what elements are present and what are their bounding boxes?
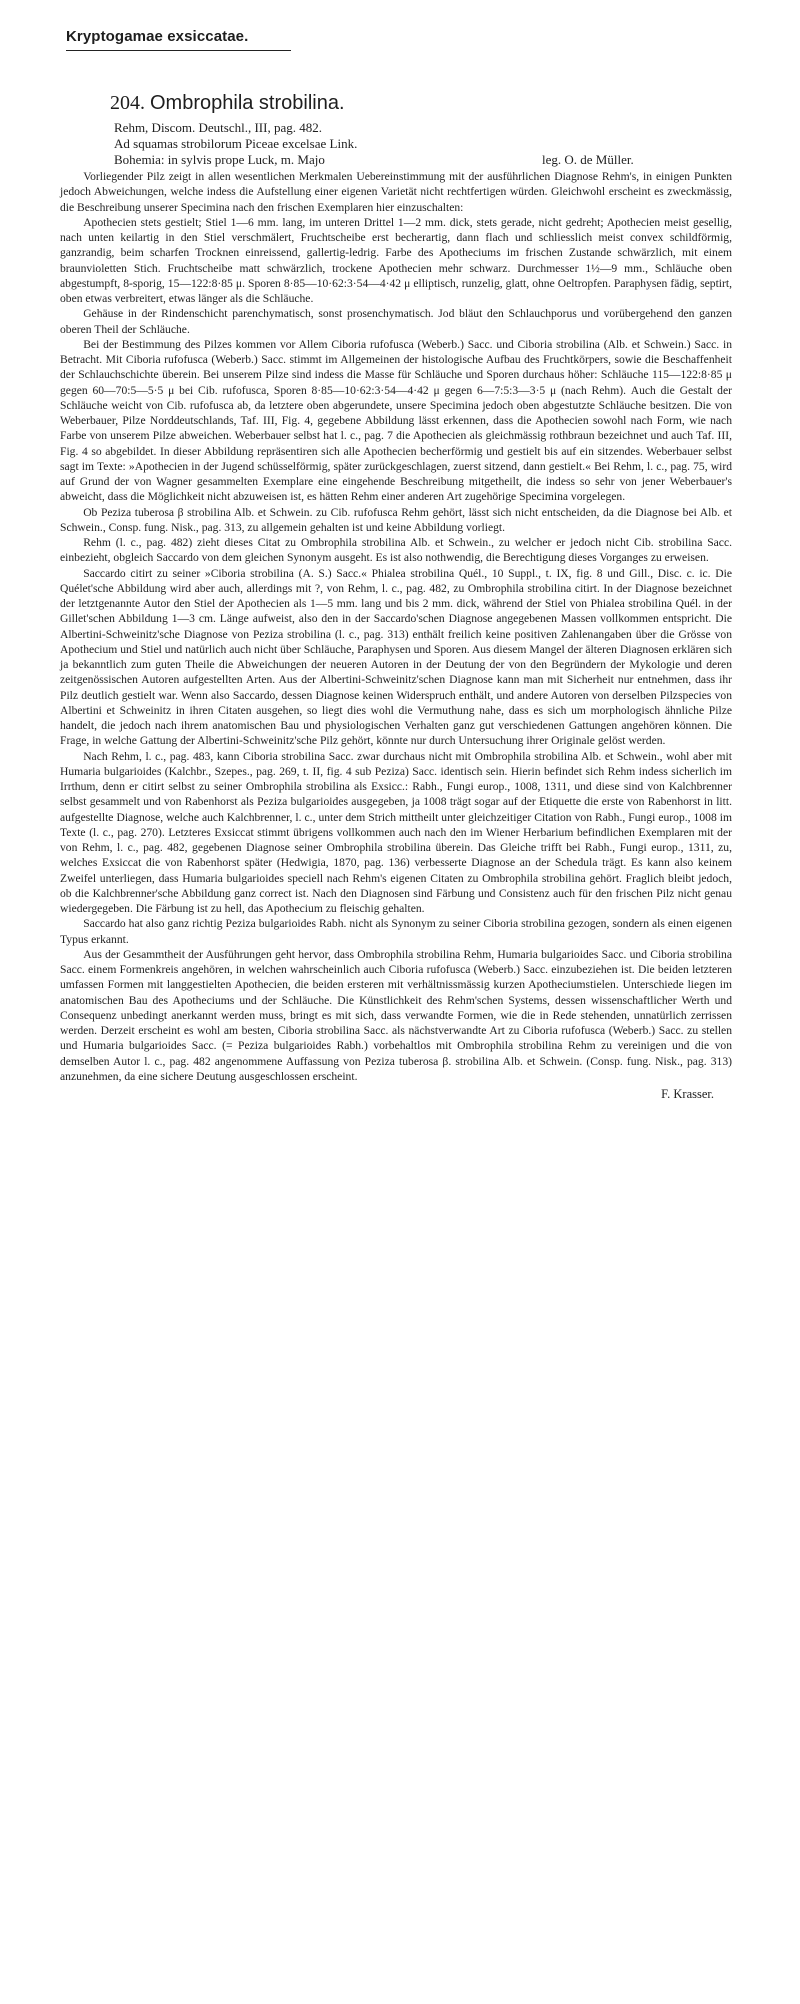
paragraph-saccardo: Saccardo citirt zu seiner »Ciboria strobilina (A. S.) Sacc.« Phialea strobilina Quél., 10 Suppl., t. IX, fig. 8 und Gill., Disc. c. ic. Die Quélet'sche Abbildung wird aber auch, allerdings mit ?, von Rehm, l. c., pag. 482, zu Ombrophila strobilina citirt. In der Diagnose bezeichnet der letztgenannte Autor den Stiel der Apothecien als 1—5 mm. lang und bis 2 mm. dick, während der Stiel von Phialea strobilina Quél. in der Gillet'schen Abbildung 1—3 cm. Länge aufweist, also den in der Saccardo'schen Diagnose angegebenen Massen vollkommen entspricht. Die Albertini-Schweinitz'sche Diagnose von Peziza strobilina (l. c., pag. 313) enthält freilich keine positiven Zahlenangaben über die Grösse von Apothecium und Stiel und natürlich auch nicht über Schläuche, Paraphysen und Sporen. Aus diesem Mangel der älteren Diagnosen erklären sich ja bekanntlich zum guten Theile die Abweichungen der neueren Autoren in der Deutung der von den Begründern der Mykologie und deren zeitgenössischen Autoren aufgestellten Arten. Aus der Albertini-Schweinitz'schen Diagnose kann man mit Sicherheit nur entnehmen, dass ihr Pilz deutlich gestielt war. Wenn also Saccardo, dessen Diagnose keinen Widerspruch enthält, und andere Autoren von derselben Pilzspecies von Albertini et Schweinitz in ihren Citaten ausgehen, so liegt dies wohl die Vermuthung nahe, dass es sich um morphologisch ähnliche Pilze handelt, die jedoch nach ihrem anatomischen Bau und physiologischen Verhalten ganz gut verschiedenen Gattungen angehören können. Die Frage, in welche Gattung der Albertini-Schweinitz'sche Pilz gehört, könnte nur durch Untersuchung ihrer Originale gelöst werden. — [60, 566, 732, 748]
entry-column — [60, 92, 732, 1102]
paragraph-summary: Aus der Gesammtheit der Ausführungen geht hervor, dass Ombrophila strobilina Rehm, Humaria bulgarioides Sacc. und Ciboria strobilina Sacc. einem Formenkreis angehören, in welchen wahrscheinlich auch Ciboria rufofusca (Weberb.) Sacc. einzubeziehen ist. Die beiden letzteren umfassen Formen mit langgestielten Apothecien, die beiden ersteren mit verhältnissmässig kurzen Apotheciumstielen. Unterschiede liegen im anatomischen Bau des Apotheciums und der Schläuche. Die Künstlichkeit des Rehm'schen Systems, dessen wissenschaftlicher Werth und Consequenz unbedingt anerkannt werden muss, bringt es mit sich, dass verwandte Formen, wie die in Rede stehenden, unnatürlich zerrissen werden. Derzeit erscheint es wohl am besten, Ciboria strobilina Sacc. als nächstverwandte Art zu Ciboria rufofusca (Weberb.) Sacc. zu stellen und Humaria bulgarioides Sacc. (= Peziza bulgarioides Rabh.) vorbehaltlos mit Ombrophila strobilina Rehm zu vereinigen und die von demselben Autor l. c., pag. 482 angenommene Auffassung von Peziza tuberosa β. strobilina Alb. et Schwein. (Consp. fung. Nisk., pag. 313) anzunehmen, da eine sichere Deutung ausgeschlossen erscheint. — [60, 947, 732, 1083]
paragraph-rehm-citation: Rehm (l. c., pag. 482) zieht dieses Citat zu Ombrophila strobilina Alb. et Schwein., zu welcher er jedoch nicht Cib. strobilina Sacc. einbezieht, obgleich Saccardo von dem gleichen Synonym ausgeht. Es ist also nothwendig, die Berechtigung dieses Vorganges zu erweisen. — [60, 536, 732, 565]
entry-metadata — [114, 120, 732, 168]
entry-body — [60, 169, 732, 1102]
entry-number: 204. — [110, 92, 145, 114]
paragraph-intro: Vorliegender Pilz zeigt in allen wesentlichen Merkmalen Uebereinstimmung mit der ausführlichen Diagnose Rehm's, in einigen Punkten jedoch Abweichungen, welche indess die Aufstellung einer eigenen Varietät nicht rechtfertigen würden. Gleichwohl erscheint es zweckmässig, die Beschreibung unserer Specimina nach den frischen Exemplaren hier einzuschalten: — [60, 170, 732, 214]
author-signature: F. Krasser. — [661, 1087, 714, 1101]
paragraph-synonym: Ob Peziza tuberosa β strobilina Alb. et Schwein. zu Cib. rufofusca Rehm gehört, lässt sich nicht entscheiden, da die Diagnose bei Alb. et Schwein., Consp. fung. Nisk., pag. 313, zu allgemein gehalten ist und keine Abbildung vorliegt. — [60, 505, 732, 534]
paragraph-description: Apothecien stets gestielt; Stiel 1—6 mm. lang, im unteren Drittel 1—2 mm. dick, stets gerade, nicht gedreht; Apothecien meist gesellig, nach unten keilartig in den Stiel verschmälert, Fruchtscheibe erst becherartig, dann flach und schliesslich meist convex schildförmig, ganzrandig, beim scharfen Trocknen einreissend, gallertig-ledrig. Farbe des Apotheciums im frischen Zustande schwärzlich, mit einem braunvioletten Stich. Fruchtscheibe matt schwärzlich, trockene Apothecien mehr schwarz. Durchmesser 1½—9 mm., Schläuche oben abgestumpft, 8-sporig, 15—122:8·85 μ. Sporen 8·85—10·62:3·54—4·42 μ elliptisch, runzelig, glatt, ohne Oeltropfen. Paraphysen fädig, septirt, oben etwas verbreitert, etwas länger als die Schläuche. — [60, 215, 732, 305]
collector: leg. O. de Müller. — [542, 152, 634, 167]
entry-title — [110, 92, 732, 115]
literature-reference: Rehm, Discom. Deutschl., III, pag. 482. — [114, 120, 322, 135]
locality: Bohemia: in sylvis prope Luck, m. Majo — [114, 152, 325, 167]
paragraph-anatomy: Gehäuse in der Rindenschicht parenchymatisch, sonst prosenchymatisch. Jod bläut den Schlauchporus und vorübergehend den ganzen oberen Theil der Schläuche. — [60, 307, 732, 336]
paragraph-saccardo-conclusion: Saccardo hat also ganz richtig Peziza bulgarioides Rabh. nicht als Synonym zu seiner Ciboria strobilina gezogen, sondern als einen eigenen Typus erkannt. — [60, 917, 732, 946]
paragraph-humaria: Nach Rehm, l. c., pag. 483, kann Ciboria strobilina Sacc. zwar durchaus nicht mit Ombrophila strobilina Alb. et Schwein., wohl aber mit Humaria bulgarioides (Kalchbr., Szepes., pag. 269, t. II, fig. 4 sub Peziza) Sacc. identisch sein. Hierin befindet sich Rehm indess sicherlich im Irrthum, denn er citirt selbst zu seiner Ombrophila strobilina als Exsicc.: Rabh., Fungi europ., 1008, 1311, und diese sind von Kalchbrenner selbst gesammelt und von Rabenhorst als Peziza bulgarioides ausgegeben, ja 1008 trägt sogar auf der Etiquette die erste von Rabenhorst in litt. aufgestellte Diagnose, welche auch Kalchbrenner, l. c., unter dem Strich mittheilt unter gleichzeitiger Citation von Rabh., Fungi europ., 1008 im Texte (l. c., pag. 270). Letzteres Exsiccat stimmt übrigens vollkommen auch nach den im Wiener Herbarium befindlichen Exemplaren mit der von Rehm, l. c., pag. 482, gegebenen Diagnose seiner Ombrophila strobilina überein. Das Gleiche trifft bei Rabh., Fungi europ., 1311, zu, welches Exsiccat die von Rabenhorst später (Hedwigia, 1870, pag. 136) verbesserte Diagnose an der Schedula trägt. Es kann also keinem Zweifel unterliegen, dass Humaria bulgarioides speciell nach Rehm's eigenen Citaten zu Ombrophila strobilina gehört. Fraglich bleibt jedoch, ob die Kalchbrenner'sche Abbildung ganz correct ist. Nach den Diagnosen sind Färbung und Consistenz auch für den frischen Pilz nicht genau wiedergegeben. Die Färbung ist zu hell, das Apothecium zu fleischig gehalten. — [60, 749, 732, 915]
species-name: Ombrophila strobilina. — [150, 92, 345, 114]
paragraph-comparison: Bei der Bestimmung des Pilzes kommen vor Allem Ciboria rufofusca (Weberb.) Sacc. und Ciboria strobilina (Alb. et Schwein.) Sacc. in Betracht. Mit Ciboria rufofusca (Weberb.) Sacc. stimmt im Allgemeinen der histologische Aufbau des Fruchtkörpers, sowie die Beschaffenheit der Schlauchschichte überein. Bei unserem Pilze sind indess die Masse für Schläuche und Sporen durchaus höher: Schläuche 115—122:8·85 μ gegen 60—70:5—5·5 μ bei Cib. rufofusca, Sporen 8·85—10·62:3·54—4·42 μ gegen 6—7:5:3—3·5 μ (nach Rehm). Auch die Gestalt der Schläuche weicht von Cib. rufofusca ab, da letztere oben abgerundete, unsere Specimina jedoch oben abgestutzte Schläuche besitzen. Die von Weberbauer, Pilze Norddeutschlands, Taf. III, Fig. 4, gegebene Abbildung lässt erkennen, dass die Apothecien sowohl nach Form, wie nach Farbe von unserem Pilze abweichen. Weberbauer selbst hat l. c., pag. 7 die Apothecien als gleichmässig rothbraun bezeichnet und auch Taf. III, Fig. 4 so abgebildet. In dieser Abbildung repräsentiren sich alle Apothecien becherförmig und gestielt bis auf ein sitzendes. Weberbauer selbst sagt im Texte: »Apothecien in der Jugend schüsselförmig, später zurückgeschlagen, zuerst sitzend, dann gestielt.« Bei Rehm, l. c., pag. 75, wird auf Grund der von Wagner gesammelten Exemplare eine eingehende Beschreibung mitgetheilt, die indess so sehr von jener Weberbauer's abweicht, dass die Möglichkeit nicht abzuweisen ist, es hätten Rehm einer anderen Art zugehörige Specimina vorgelegen. — [60, 337, 732, 504]
locality-row — [114, 152, 732, 168]
substrate-line: Ad squamas strobilorum Piceae excelsae Link. — [114, 136, 358, 151]
running-header: Kryptogamae exsiccatae. — [66, 28, 291, 51]
